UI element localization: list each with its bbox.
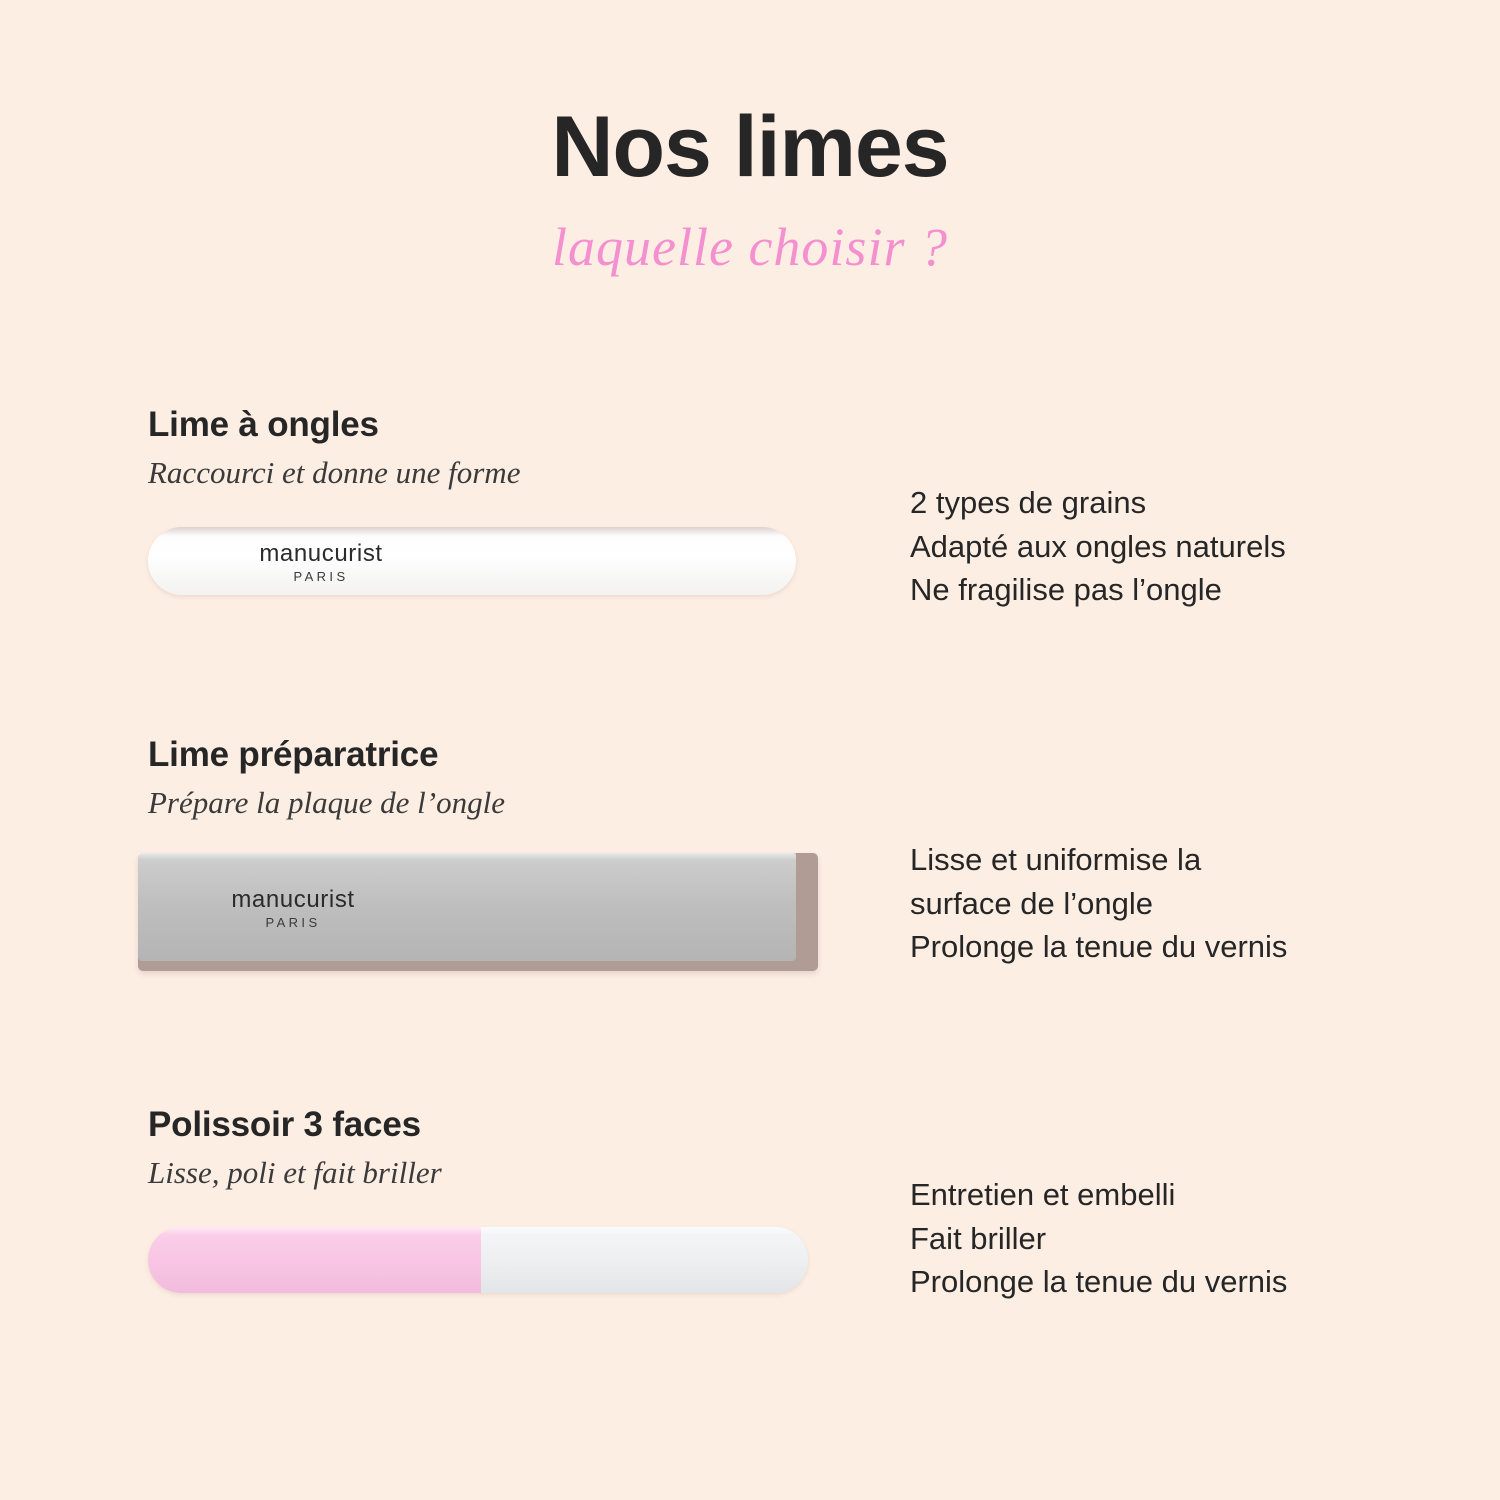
- brand-name: manucurist: [231, 886, 355, 913]
- product-image-buffer-block: [138, 853, 818, 971]
- page-header: [0, 99, 1500, 278]
- brand-logo: [198, 887, 388, 930]
- section-title: Polissoir 3 faces: [148, 1105, 421, 1144]
- section-title: Lime à ongles: [148, 405, 379, 444]
- section-heading: [148, 735, 848, 821]
- product-image-polisher: [148, 1227, 808, 1293]
- benefit-item: Adapté aux ongles naturels: [910, 528, 1286, 564]
- section-heading: [148, 405, 848, 491]
- brand-location: PARIS: [293, 569, 349, 585]
- benefit-item: Prolonge la tenue du vernis: [910, 929, 1288, 965]
- product-image-nail-file: [148, 527, 796, 595]
- benefits-list-buffer-block: [910, 840, 1450, 971]
- section-subtitle: Lisse, poli et fait briller: [148, 1155, 442, 1191]
- benefit-item: Prolonge la tenue du vernis: [910, 1264, 1288, 1300]
- section-subtitle: Prépare la plaque de l’ongle: [148, 785, 505, 821]
- polisher-pink-face: [148, 1227, 481, 1293]
- page-subtitle: laquelle choisir ?: [552, 217, 948, 277]
- polisher-white-face: [481, 1227, 808, 1293]
- benefits-list-nail-file: [910, 483, 1450, 614]
- benefit-item: Ne fragilise pas l’ongle: [910, 572, 1222, 608]
- benefit-item: Entretien et embelli: [910, 1177, 1176, 1212]
- polisher-highlight: [148, 1227, 808, 1235]
- benefit-item: 2 types de grains: [910, 485, 1147, 520]
- section-subtitle: Raccourci et donne une forme: [148, 455, 521, 491]
- benefit-item: Fait briller: [910, 1220, 1047, 1256]
- benefit-item: surface de l’ongle: [910, 885, 1153, 921]
- brand-location: PARIS: [265, 915, 321, 931]
- section-title: Lime préparatrice: [148, 735, 439, 774]
- benefit-item: Lisse et uniformise la: [910, 842, 1202, 877]
- brand-logo: [226, 541, 416, 584]
- benefits-list-polisher: [910, 1175, 1450, 1306]
- brand-name: manucurist: [259, 540, 383, 567]
- section-heading: [148, 1105, 848, 1191]
- page-title: Nos limes: [551, 99, 949, 195]
